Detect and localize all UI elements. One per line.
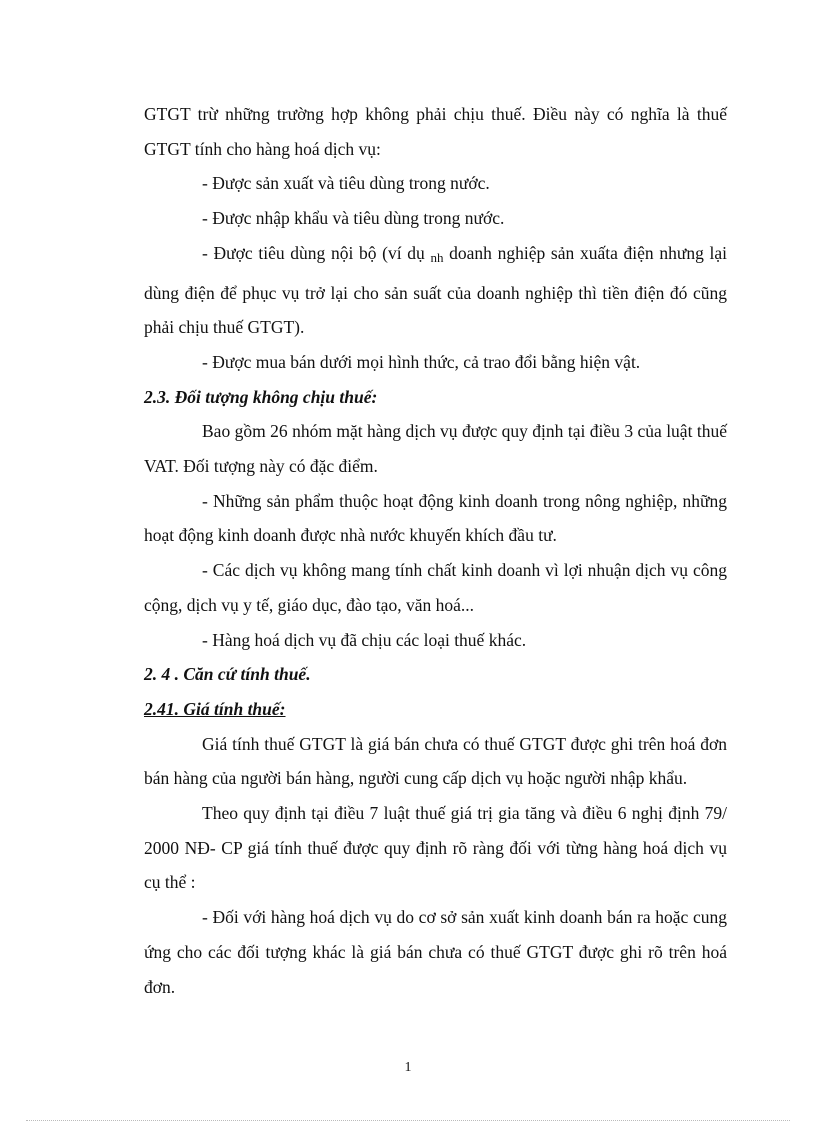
list-item: - Được nhập khẩu và tiêu dùng trong nước. xyxy=(202,208,505,229)
list-item: - Các dịch vụ không mang tính chất kinh doanh vì lợi nhuận dịch vụ công cộng, dịch vụ y tế, giáo dục, đào tạo, văn hoá... xyxy=(144,560,727,615)
list-item-text: - Được tiêu dùng nội bộ (ví dụ xyxy=(202,242,431,263)
subsection-heading: 2.41. Giá tính thuế: xyxy=(144,698,286,719)
section-heading: 2.3. Đối tượng không chịu thuế: xyxy=(144,386,378,407)
list-item: - Những sản phẩm thuộc hoạt động kinh doanh trong nông nghiệp, những hoạt động kinh doanh được nhà nước khuyến khích đầu tư. xyxy=(144,490,727,546)
list-item: - Được sản xuất và tiêu dùng trong nước. xyxy=(202,173,490,194)
document-body xyxy=(144,97,727,1004)
paragraph: Bao gồm 26 nhóm mặt hàng dịch vụ được quy định tại điều 3 của luật thuế VAT. Đối tượng này có đặc điểm. xyxy=(144,421,727,477)
list-item-text: doanh nghiệp sản xuấta điện nhưng lại dùng điện để phục vụ trở lại cho sản suất của doanh nghiệp thì tiền điện đó cũng phải chịu thuế GTGT). xyxy=(144,242,727,338)
list-item: - Đối với hàng hoá dịch vụ do cơ sở sản xuất kinh doanh bán ra hoặc cung ứng cho các đối tượng khác là giá bán chưa có thuế GTGT được ghi rõ trên hoá đơn. xyxy=(144,907,727,997)
paragraph: Theo quy định tại điều 7 luật thuế giá trị gia tăng và điều 6 nghị định 79/ 2000 NĐ- CP giá tính thuế được quy định rõ ràng đối với từng hàng hoá dịch vụ cụ thể : xyxy=(144,803,727,893)
list-item: - Hàng hoá dịch vụ đã chịu các loại thuế khác. xyxy=(202,629,527,650)
section-heading: 2. 4 . Căn cứ tính thuế. xyxy=(144,664,311,685)
list-item xyxy=(144,236,727,345)
paragraph: GTGT trừ những trường hợp không phải chịu thuế. Điều này có nghĩa là thuế GTGT tính cho hàng hoá dịch vụ: xyxy=(144,104,727,159)
paragraph: Giá tính thuế GTGT là giá bán chưa có thuế GTGT được ghi trên hoá đơn bán hàng của người bán hàng, người cung cấp dịch vụ hoặc người nhập khẩu. xyxy=(144,733,727,789)
list-item: - Được mua bán dưới mọi hình thức, cả trao đổi bằng hiện vật. xyxy=(202,351,641,372)
page-number: 1 xyxy=(404,1060,412,1075)
page-bottom-divider xyxy=(26,1120,790,1121)
subscript-fragment: nh xyxy=(430,249,444,265)
